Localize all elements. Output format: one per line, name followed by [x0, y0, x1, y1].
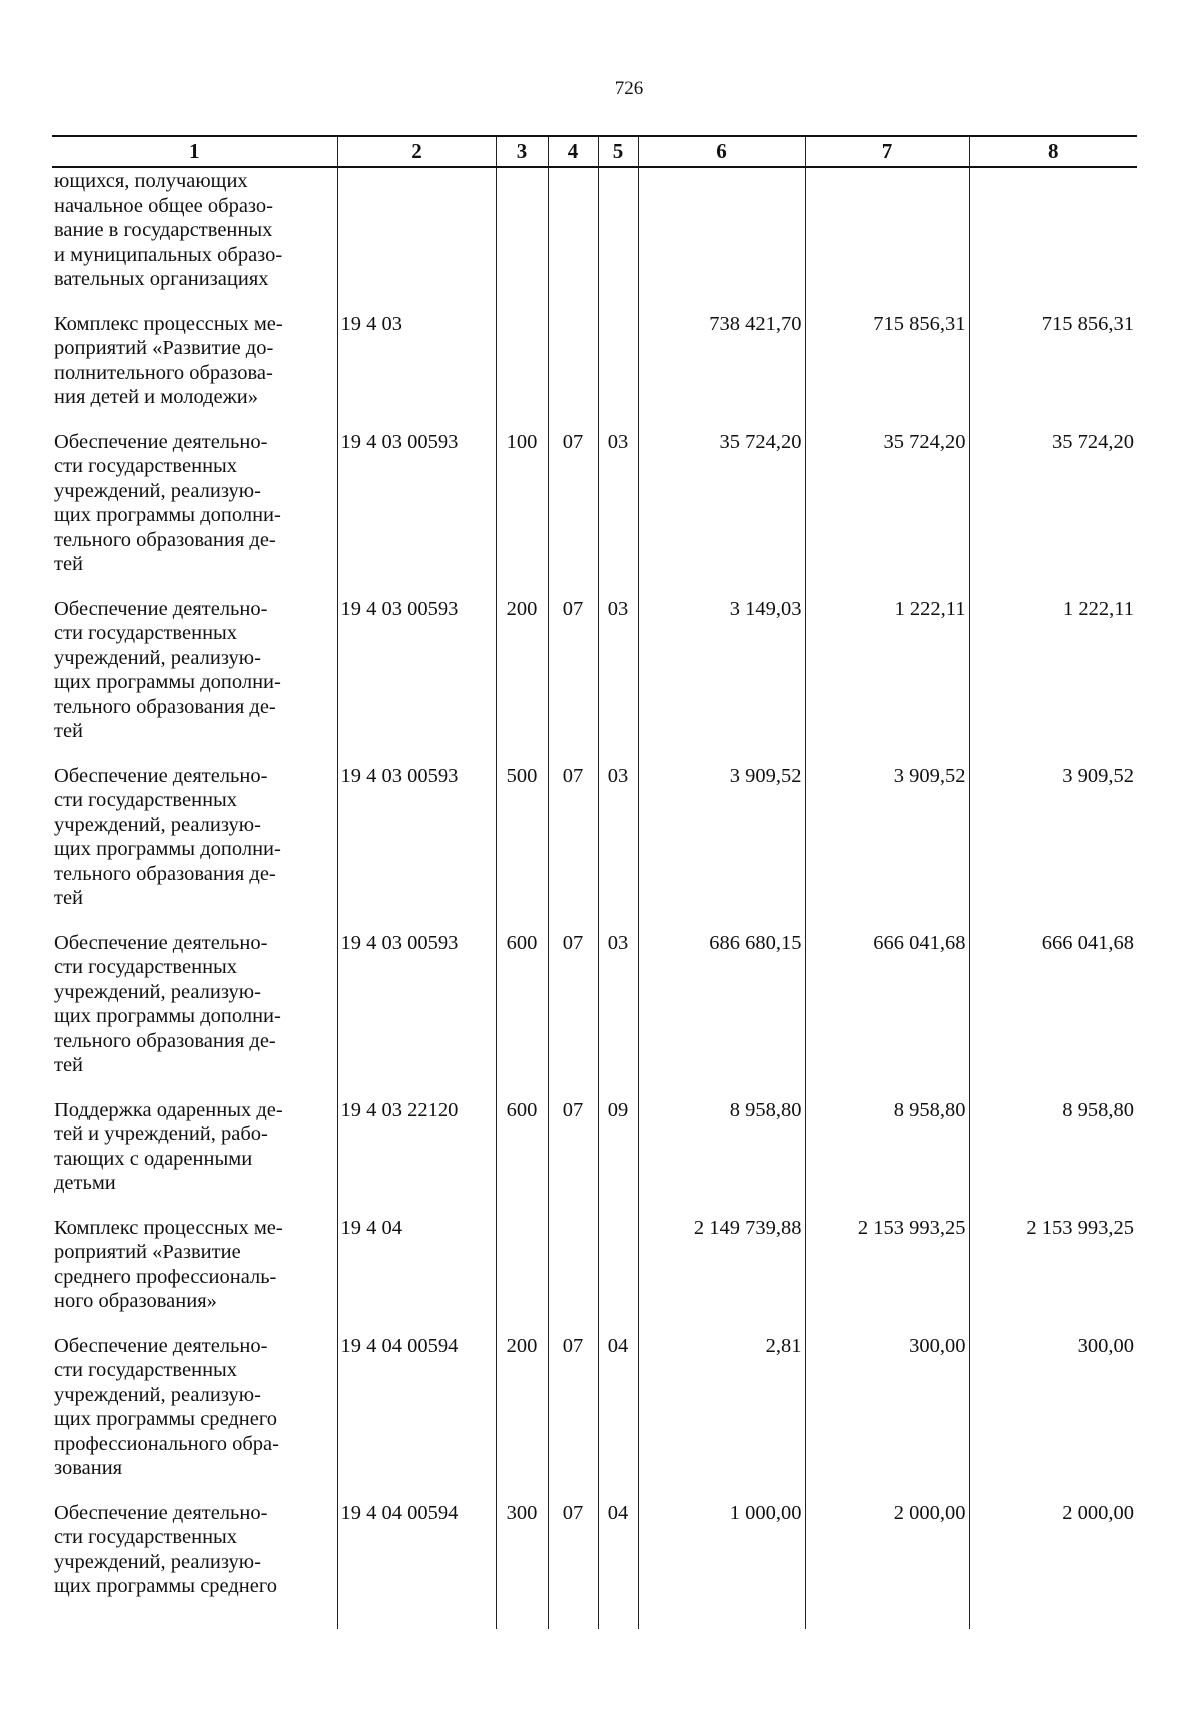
spacer-cell: [969, 1619, 1137, 1629]
table-body: [52, 167, 1137, 1629]
subsection-cell-text: 04: [607, 1501, 629, 1524]
section-cell: [548, 764, 598, 931]
amount-col7-cell-text: 2 153 993,25: [857, 1216, 966, 1239]
subsection-cell: [598, 597, 638, 764]
section-cell: [548, 1501, 598, 1619]
column-header-6: 6: [638, 136, 805, 167]
expense-type-cell-text: 500: [506, 764, 538, 787]
amount-col7-cell: [805, 931, 969, 1098]
expense-type-cell: [496, 931, 548, 1098]
target-code-cell-text: 19 4 04: [340, 1216, 402, 1239]
section-cell-text: 07: [562, 430, 584, 453]
amount-col8-cell-text: 2 153 993,25: [1026, 1216, 1134, 1239]
expense-type-cell-text: 200: [506, 597, 538, 620]
subsection-cell-text: 03: [607, 931, 629, 954]
expense-type-cell: [496, 1216, 548, 1334]
expense-type-cell: [496, 1501, 548, 1619]
expense-name-cell-text: Комплекс процессных ме- роприятий «Развитие до- полнительного образова- ния детей и молодежи»: [54, 312, 283, 408]
expense-type-cell-text: 300: [506, 1501, 538, 1524]
subsection-cell-text: 04: [607, 1334, 629, 1357]
amount-col8-cell-text: 3 909,52: [1062, 764, 1134, 787]
page-number: 726: [614, 78, 644, 99]
section-cell-text: 07: [562, 597, 584, 620]
amount-col8-cell: [969, 597, 1137, 764]
subsection-cell: [598, 764, 638, 931]
expense-name-cell-text: Обеспечение деятельно- сти государственных учреждений, реализую- щих программы среднего профессионального обра- зования: [54, 1334, 279, 1479]
expense-name-cell: [52, 1501, 337, 1619]
amount-col7-cell: [805, 597, 969, 764]
subsection-cell: [598, 1098, 638, 1216]
subsection-cell: [598, 1501, 638, 1619]
spacer-cell: [548, 1619, 598, 1629]
section-cell-text: 07: [562, 1098, 584, 1121]
amount-col6-cell-text: 35 724,20: [719, 430, 802, 453]
amount-col7-cell: [805, 1098, 969, 1216]
subsection-cell: [598, 1334, 638, 1501]
amount-col7-cell-text: 300,00: [909, 1334, 966, 1357]
amount-col7-cell-text: 8 958,80: [893, 1098, 966, 1121]
expense-name-cell: [52, 167, 337, 312]
expense-type-cell: [496, 430, 548, 597]
amount-col6-cell-text: 2,81: [765, 1334, 802, 1357]
column-header-4: 4: [548, 136, 598, 167]
amount-col6-cell: [638, 1216, 805, 1334]
amount-col7-cell: [805, 1216, 969, 1334]
amount-col6-cell-text: 738 421,70: [709, 312, 802, 335]
amount-col6-cell-text: 686 680,15: [709, 931, 802, 954]
table-row: [52, 1501, 1137, 1619]
expense-name-cell-text: ющихся, получающих начальное общее образо- вание в государственных и муниципальных образо- вательных организациях: [54, 170, 283, 290]
expense-name-cell-text: Обеспечение деятельно- сти государственных учреждений, реализую- щих программы дополни- тельного образования де- тей: [54, 764, 281, 909]
amount-col7-cell: [805, 167, 969, 312]
amount-col7-cell-text: 715 856,31: [873, 312, 966, 335]
subsection-cell-text: 03: [607, 430, 629, 453]
amount-col7-cell: [805, 1334, 969, 1501]
target-code-cell: [337, 597, 496, 764]
expense-name-cell: [52, 1334, 337, 1501]
column-header-5: 5: [598, 136, 638, 167]
expense-name-cell-text: Обеспечение деятельно- сти государственных учреждений, реализую- щих программы дополни- тельного образования де- тей: [54, 597, 281, 742]
target-code-cell: [337, 167, 496, 312]
amount-col8-cell: [969, 312, 1137, 430]
target-code-cell-text: 19 4 03: [340, 312, 402, 335]
amount-col7-cell: [805, 764, 969, 931]
target-code-cell-text: 19 4 04 00594: [340, 1334, 459, 1357]
expense-type-cell-text: 600: [506, 1098, 538, 1121]
amount-col8-cell: [969, 931, 1137, 1098]
table-row: [52, 1216, 1137, 1334]
expense-name-cell-text: Поддержка одаренных де- тей и учреждений, рабо- тающих с одаренными детьми: [54, 1098, 283, 1194]
amount-col6-cell: [638, 1501, 805, 1619]
expense-name-cell-text: Обеспечение деятельно- сти государственных учреждений, реализую- щих программы среднего: [54, 1501, 278, 1597]
expense-name-cell-text: Обеспечение деятельно- сти государственных учреждений, реализую- щих программы дополни- тельного образования де- тей: [54, 430, 281, 575]
amount-col6-cell: [638, 1334, 805, 1501]
subsection-cell: [598, 167, 638, 312]
amount-col6-cell-text: 1 000,00: [729, 1501, 802, 1524]
amount-col6-cell: [638, 167, 805, 312]
amount-col8-cell: [969, 430, 1137, 597]
target-code-cell: [337, 764, 496, 931]
section-cell: [548, 931, 598, 1098]
amount-col8-cell-text: 8 958,80: [1062, 1098, 1134, 1121]
table-row: [52, 430, 1137, 597]
amount-col6-cell-text: 8 958,80: [729, 1098, 802, 1121]
amount-col8-cell-text: 300,00: [1077, 1334, 1134, 1357]
amount-col8-cell: [969, 1334, 1137, 1501]
target-code-cell-text: 19 4 03 00593: [340, 764, 459, 787]
subsection-cell: [598, 312, 638, 430]
amount-col8-cell-text: 1 222,11: [1063, 597, 1134, 620]
amount-col7-cell-text: 3 909,52: [893, 764, 966, 787]
amount-col6-cell: [638, 1098, 805, 1216]
expense-type-cell: [496, 167, 548, 312]
table-tail-spacer: [52, 1619, 1137, 1629]
amount-col8-cell: [969, 1501, 1137, 1619]
expense-name-cell: [52, 1216, 337, 1334]
amount-col8-cell-text: 715 856,31: [1041, 312, 1134, 335]
target-code-cell: [337, 312, 496, 430]
section-cell-text: 07: [562, 931, 584, 954]
amount-col6-cell-text: 3 149,03: [729, 597, 802, 620]
amount-col7-cell: [805, 430, 969, 597]
section-cell: [548, 1334, 598, 1501]
target-code-cell: [337, 1334, 496, 1501]
spacer-cell: [337, 1619, 496, 1629]
amount-col7-cell-text: 1 222,11: [894, 597, 966, 620]
expense-type-cell: [496, 1098, 548, 1216]
amount-col6-cell: [638, 597, 805, 764]
section-cell: [548, 1098, 598, 1216]
subsection-cell-text: 03: [607, 764, 629, 787]
table-row: [52, 312, 1137, 430]
amount-col8-cell: [969, 167, 1137, 312]
section-cell: [548, 1216, 598, 1334]
subsection-cell: [598, 430, 638, 597]
expense-type-cell-text: 200: [506, 1334, 538, 1357]
subsection-cell-text: 09: [607, 1098, 629, 1121]
section-cell-text: 07: [562, 1334, 584, 1357]
amount-col6-cell-text: 2 149 739,88: [693, 1216, 802, 1239]
section-cell: [548, 312, 598, 430]
expense-type-cell: [496, 1334, 548, 1501]
spacer-cell: [805, 1619, 969, 1629]
amount-col6-cell: [638, 764, 805, 931]
target-code-cell-text: 19 4 03 00593: [340, 430, 459, 453]
section-cell-text: 07: [562, 764, 584, 787]
table-row: [52, 764, 1137, 931]
table-row: [52, 597, 1137, 764]
amount-col7-cell-text: 666 041,68: [873, 931, 966, 954]
expense-type-cell-text: 600: [506, 931, 538, 954]
subsection-cell-text: 03: [607, 597, 629, 620]
expense-name-cell: [52, 597, 337, 764]
section-cell: [548, 430, 598, 597]
amount-col7-cell-text: 2 000,00: [893, 1501, 966, 1524]
table-header: [52, 136, 1137, 167]
amount-col8-cell: [969, 764, 1137, 931]
expense-name-cell: [52, 764, 337, 931]
amount-col8-cell-text: 2 000,00: [1062, 1501, 1134, 1524]
section-cell-text: 07: [562, 1501, 584, 1524]
amount-col6-cell: [638, 312, 805, 430]
amount-col6-cell: [638, 931, 805, 1098]
column-header-1: 1: [52, 136, 337, 167]
column-header-8: 8: [969, 136, 1137, 167]
amount-col6-cell-text: 3 909,52: [729, 764, 802, 787]
spacer-cell: [496, 1619, 548, 1629]
table-row: [52, 1334, 1137, 1501]
target-code-cell-text: 19 4 04 00594: [340, 1501, 459, 1524]
expense-name-cell: [52, 1098, 337, 1216]
table-row: [52, 167, 1137, 312]
amount-col8-cell-text: 35 724,20: [1052, 430, 1134, 453]
expense-name-cell-text: Комплекс процессных ме- роприятий «Развитие среднего профессиональ- ного образования»: [54, 1216, 283, 1312]
target-code-cell-text: 19 4 03 00593: [340, 597, 459, 620]
spacer-cell: [638, 1619, 805, 1629]
expense-name-cell: [52, 430, 337, 597]
column-header-7: 7: [805, 136, 969, 167]
column-header-2: 2: [337, 136, 496, 167]
amount-col6-cell: [638, 430, 805, 597]
budget-table: [52, 135, 1137, 1629]
expense-type-cell: [496, 312, 548, 430]
spacer-cell: [52, 1619, 337, 1629]
expense-type-cell: [496, 597, 548, 764]
spacer-cell: [598, 1619, 638, 1629]
amount-col8-cell-text: 666 041,68: [1041, 931, 1134, 954]
target-code-cell: [337, 1098, 496, 1216]
amount-col7-cell: [805, 312, 969, 430]
expense-name-cell-text: Обеспечение деятельно- сти государственных учреждений, реализую- щих программы дополни- тельного образования де- тей: [54, 931, 281, 1076]
amount-col8-cell: [969, 1216, 1137, 1334]
section-cell: [548, 167, 598, 312]
header-row: [52, 136, 1137, 167]
table-row: [52, 931, 1137, 1098]
target-code-cell-text: 19 4 03 00593: [340, 931, 459, 954]
expense-type-cell: [496, 764, 548, 931]
expense-type-cell-text: 100: [506, 430, 538, 453]
expense-name-cell: [52, 312, 337, 430]
table-row: [52, 1098, 1137, 1216]
target-code-cell-text: 19 4 03 22120: [340, 1098, 459, 1121]
target-code-cell: [337, 430, 496, 597]
target-code-cell: [337, 1216, 496, 1334]
amount-col7-cell-text: 35 724,20: [883, 430, 966, 453]
column-header-3: 3: [496, 136, 548, 167]
expense-name-cell: [52, 931, 337, 1098]
amount-col8-cell: [969, 1098, 1137, 1216]
subsection-cell: [598, 1216, 638, 1334]
amount-col7-cell: [805, 1501, 969, 1619]
target-code-cell: [337, 931, 496, 1098]
subsection-cell: [598, 931, 638, 1098]
section-cell: [548, 597, 598, 764]
target-code-cell: [337, 1501, 496, 1619]
